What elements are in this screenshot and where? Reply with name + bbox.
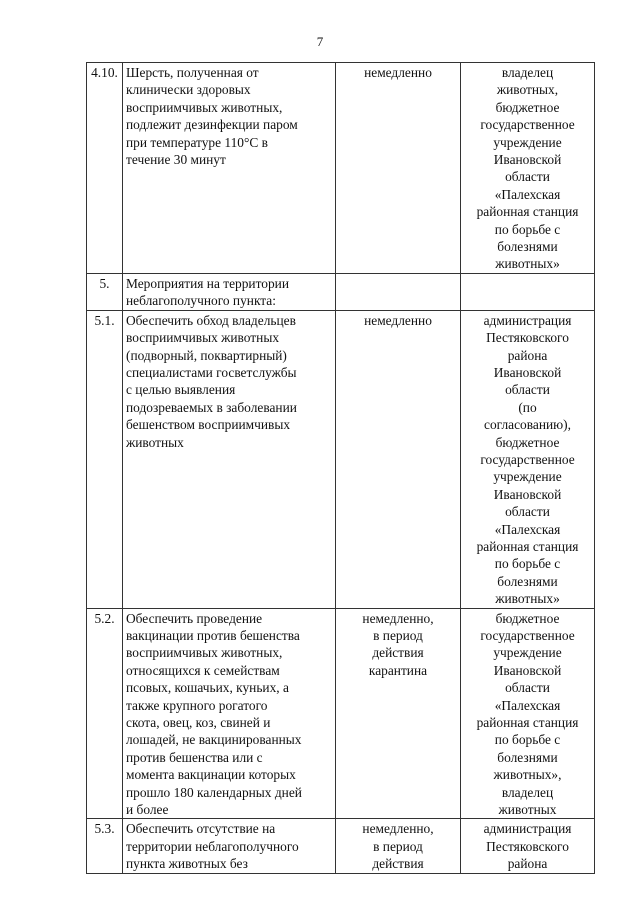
responsible-party-line: болезнями: [497, 239, 558, 255]
measure-description-line: пункта животных без: [126, 856, 248, 872]
responsible-party-line: «Палехская: [494, 697, 561, 713]
row-number: 5.1.: [94, 312, 115, 328]
measure-description-line: течение 30 минут: [126, 152, 226, 168]
deadline-cell: [336, 310, 461, 608]
deadline-cell: [336, 608, 461, 819]
responsible-party-line: районная станция: [476, 715, 579, 731]
responsible-party-line: учреждение: [493, 645, 562, 661]
measure-description-line: клинически здоровых: [126, 82, 251, 98]
responsible-party-line: бюджетное: [495, 99, 560, 115]
responsible-party-line: учреждение: [493, 469, 562, 485]
responsible-party-line: согласованию),: [484, 417, 571, 433]
responsible-party-line: животных,: [496, 82, 559, 98]
row-number-cell: [87, 310, 123, 608]
responsible-party-line: учреждение: [493, 134, 562, 150]
responsible-party-line: районная станция: [476, 204, 579, 220]
measure-description-line: прошло 180 календарных дней: [126, 784, 302, 800]
responsible-party-line: государственное: [480, 628, 575, 643]
responsible-party-line: «Палехская: [494, 186, 561, 202]
responsible-party-line: района: [507, 856, 548, 872]
responsible-party-line: по борьбе с: [494, 221, 561, 237]
table-row: [87, 273, 595, 310]
responsible-party-line: Ивановской: [493, 152, 562, 168]
measure-description-line: псовых, кошачьих, куньих, а: [126, 680, 289, 696]
responsible-party-cell: [461, 310, 595, 608]
responsible-party-line: (по: [518, 399, 537, 415]
measure-description-line: вакцинации против бешенства: [126, 628, 300, 643]
deadline-line: немедленно,: [362, 821, 434, 837]
responsible-party-line: бюджетное: [495, 610, 560, 626]
table-row: [87, 819, 595, 873]
responsible-party-line: «Палехская: [494, 521, 561, 537]
measure-description-cell: [123, 310, 336, 608]
deadline-cell: [336, 819, 461, 873]
measure-description-line: против бешенства или с: [126, 749, 263, 765]
measure-description-line: восприимчивых животных,: [126, 645, 283, 661]
responsible-party-line: администрация: [483, 312, 572, 328]
deadline-cell: [336, 273, 461, 310]
measure-description-line: момента вакцинации которых: [126, 767, 296, 783]
measure-description-line: Обеспечить отсутствие на: [126, 821, 276, 837]
measure-description-line: бешенством восприимчивых: [126, 417, 291, 433]
deadline-line: в период: [373, 838, 423, 854]
responsible-party-line: владелец: [501, 65, 554, 80]
deadline-cell: [336, 63, 461, 274]
measure-description-line: подлежит дезинфекции паром: [126, 117, 298, 133]
responsible-party-line: государственное: [480, 451, 575, 467]
measure-description-line: и более: [126, 802, 169, 818]
responsible-party-line: Ивановской: [493, 486, 562, 502]
deadline-line: немедленно: [364, 312, 432, 328]
responsible-party-line: владелец: [501, 784, 554, 800]
table-row: [87, 608, 595, 819]
deadline-line: действия: [372, 856, 424, 872]
measure-description-line: Обеспечить обход владельцев: [126, 312, 296, 328]
responsible-party-line: животных»: [495, 591, 560, 607]
row-number-cell: [87, 63, 123, 274]
measure-description-cell: [123, 63, 336, 274]
measure-description-line: восприимчивых животных,: [126, 99, 283, 115]
responsible-party-line: болезнями: [497, 573, 558, 589]
responsible-party-cell: [461, 819, 595, 873]
responsible-party-line: области: [505, 504, 550, 520]
responsible-party-line: животных»: [495, 256, 560, 272]
measure-description-line: территории неблагополучного: [126, 838, 299, 854]
responsible-party-line: районная станция: [476, 538, 579, 554]
responsible-party-line: по борьбе с: [494, 732, 561, 748]
row-number: 5.: [99, 275, 110, 291]
measure-description-line: подозреваемых в заболевании: [126, 399, 297, 415]
measure-description-line: скота, овец, коз, свиней и: [126, 715, 271, 731]
row-number: 5.3.: [94, 821, 115, 837]
page-number: 7: [316, 34, 324, 49]
deadline-line: карантина: [368, 662, 428, 678]
measures-table: [86, 62, 595, 874]
responsible-party-line: по борьбе с: [494, 556, 561, 572]
row-number-cell: [87, 273, 123, 310]
deadline-line: действия: [372, 645, 424, 661]
measure-description-line: Шерсть, полученная от: [126, 65, 259, 80]
row-number-cell: [87, 608, 123, 819]
row-number-cell: [87, 819, 123, 873]
measure-description-line: животных: [126, 434, 184, 450]
measure-description-line: с целью выявления: [126, 382, 236, 398]
measure-description-line: также крупного рогатого: [126, 697, 268, 713]
responsible-party-line: области: [505, 382, 550, 398]
deadline-line: немедленно: [364, 65, 432, 80]
measure-description-line: (подворный, поквартирный): [126, 347, 287, 363]
measure-description-line: специалистами госветслужбы: [126, 364, 297, 380]
responsible-party-line: области: [505, 680, 550, 696]
row-number: 4.10.: [91, 65, 118, 80]
responsible-party-line: болезнями: [497, 749, 558, 765]
responsible-party-line: администрация: [483, 821, 572, 837]
measure-description-cell: [123, 273, 336, 310]
responsible-party-line: района: [507, 347, 548, 363]
responsible-party-line: Ивановской: [493, 662, 562, 678]
measure-description-cell: [123, 819, 336, 873]
responsible-party-cell: [461, 63, 595, 274]
measure-description-line: Мероприятия на территории: [126, 275, 289, 291]
responsible-party-line: Пестяковского: [486, 838, 569, 854]
responsible-party-cell: [461, 608, 595, 819]
measure-description-line: Обеспечить проведение: [126, 610, 263, 626]
measure-description-line: лошадей, не вакцинированных: [126, 732, 302, 748]
responsible-party-line: бюджетное: [495, 434, 560, 450]
responsible-party-line: животных»,: [493, 767, 562, 783]
measures-table-body: [87, 63, 595, 874]
responsible-party-line: области: [505, 169, 550, 185]
deadline-line: немедленно,: [362, 610, 434, 626]
table-row: [87, 63, 595, 274]
responsible-party-cell: [461, 273, 595, 310]
row-number: 5.2.: [94, 610, 115, 626]
responsible-party-line: Ивановской: [493, 364, 562, 380]
measure-description-cell: [123, 608, 336, 819]
measure-description-line: при температуре 110°С в: [126, 134, 268, 150]
responsible-party-line: Пестяковского: [486, 330, 569, 346]
responsible-party-line: государственное: [480, 117, 575, 133]
deadline-line: в период: [373, 628, 423, 643]
measure-description-line: относящихся к семействам: [126, 662, 280, 678]
responsible-party-line: животных: [498, 802, 557, 818]
measure-description-line: восприимчивых животных: [126, 330, 280, 346]
measure-description-line: неблагополучного пункта:: [126, 293, 276, 309]
table-row: [87, 310, 595, 608]
